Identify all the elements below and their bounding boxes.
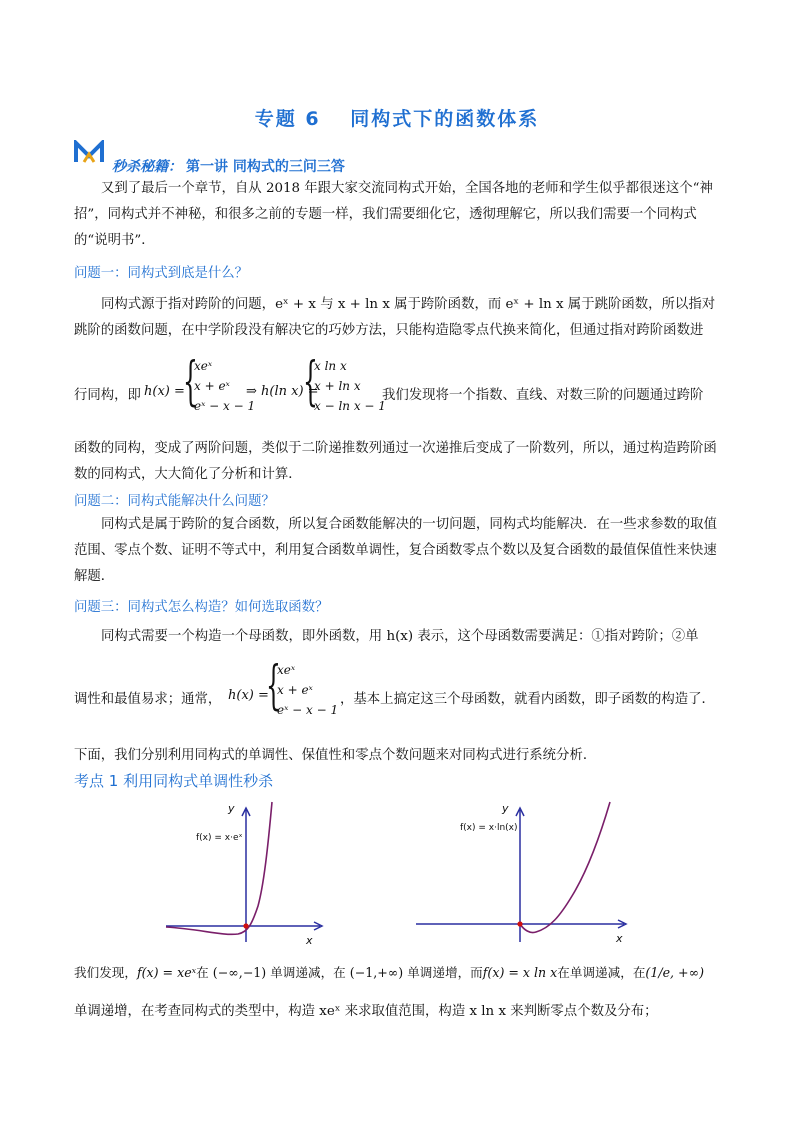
q3-paragraph-3: 下面，我们分别利用同构式的单调性、保值性和零点个数问题来对同构式进行系统分析． bbox=[74, 748, 597, 763]
graph1-y-label: y bbox=[228, 802, 235, 815]
graph1-x-label: x bbox=[306, 934, 313, 946]
q2-paragraph: 同构式是属于跨阶的复合函数，所以复合函数能解决的一切问题，同构式均能解决．在一些求参数的取值范围、零点个数、证明不等式中，利用复合函数单调性，复合函数零点个数以及复合函数的最值保值性来快速解题． bbox=[74, 517, 717, 584]
arrow-hlnx-label: ⇒ h(ln x) = bbox=[246, 384, 319, 399]
logo-icon bbox=[74, 140, 104, 164]
q1-paragraph-3: 函数的同构，变成了两阶问题，类似于二阶递推数列通过一次递推后变成了一阶数列，所以，通过构造跨阶函数的同构式，大大简化了分析和计算． bbox=[74, 441, 717, 482]
graph1-curve bbox=[166, 802, 272, 934]
bottom-p1-c: 在单调递减，在 bbox=[557, 965, 646, 980]
hlnx-case-1: x ln x bbox=[314, 359, 347, 373]
graph2-origin-point bbox=[517, 921, 522, 926]
q3-hx-label: h(x) = bbox=[228, 688, 269, 703]
bottom-p1-a: 我们发现， bbox=[74, 965, 137, 980]
brace-left-2: { bbox=[303, 352, 318, 412]
hx-label: h(x) = bbox=[144, 384, 185, 399]
q1-formula-line-label: 行同构，即 bbox=[74, 388, 141, 403]
q3-paragraph-1: 同构式需要一个构造一个母函数，即外函数，用 h(x) 表示，这个母函数需要满足：①指对跨阶；②单 bbox=[101, 629, 699, 644]
q1-formula-line-end: 我们发现将一个指数、直线、对数三阶的问题通过跨阶 bbox=[382, 388, 704, 403]
hlnx-case-2: x + ln x bbox=[314, 379, 361, 393]
brace-left-1: { bbox=[183, 352, 198, 412]
hx-case-3: eˣ − x − 1 bbox=[194, 399, 256, 413]
bottom-interval: (1/e, +∞) bbox=[645, 965, 705, 980]
page-title: 专题 6 同构式下的函数体系 bbox=[254, 108, 540, 130]
hlnx-cases bbox=[314, 356, 386, 416]
graph1-origin-point bbox=[243, 923, 248, 928]
hlnx-case-3: x − ln x − 1 bbox=[314, 399, 386, 413]
q3-hx-cases bbox=[277, 660, 338, 720]
graph2-x-label: x bbox=[616, 932, 623, 945]
bottom-paragraph-line-1 bbox=[74, 962, 704, 981]
question-2-heading: 问题二：同构式能解决什么问题？ bbox=[74, 494, 275, 509]
bottom-f2: f(x) = x ln x bbox=[482, 965, 558, 980]
q1-paragraph-1: 同构式源于指对跨阶的问题，eˣ + x 与 x + ln x 属于跨阶函数，而 eˣ + ln x 属于跳阶函数，所以指对跳阶的函数问题，在中学阶段没有解决它的巧妙方法，只能构造隐零点代换来简化，但通过指对跨阶函数进 bbox=[74, 297, 716, 338]
hx-case-2: x + eˣ bbox=[194, 379, 230, 393]
intro-paragraph: 又到了最后一个章节，自从 2018 年跟大家交流同构式开始，全国各地的老师和学生似乎都很迷这个“神招”，同构式并不神秘，和很多之前的专题一样，我们需要细化它，透彻理解它，所以我们需要一个同构式的“说明书”． bbox=[74, 181, 713, 248]
subtitle-text: 第一讲 同构式的三问三答 bbox=[186, 159, 345, 175]
graph-xlnx bbox=[410, 796, 630, 946]
q3-hx-case-2: x + eˣ bbox=[277, 683, 313, 697]
graph2-label: f(x) = x·ln(x) bbox=[460, 823, 518, 833]
q3-line-2-start: 调性和最值易求；通常， bbox=[74, 692, 222, 707]
brace-left-3: { bbox=[266, 656, 281, 716]
q3-line-2-end: ，基本上搞定这三个母函数，就看内函数，即子函数的构造了． bbox=[340, 692, 715, 707]
graph2-y-label: y bbox=[502, 802, 509, 815]
question-1-heading: 问题一：同构式到底是什么？ bbox=[74, 266, 249, 281]
q3-hx-case-1: xeˣ bbox=[277, 663, 296, 677]
graph-xex bbox=[160, 796, 330, 946]
q3-hx-case-3: eˣ − x − 1 bbox=[277, 703, 339, 717]
graph1-label: f(x) = x·eˣ bbox=[196, 833, 243, 843]
subtitle-tag: 秒杀秘籍： bbox=[112, 159, 182, 175]
kaodian-heading: 考点 1 利用同构式单调性秒杀 bbox=[74, 772, 274, 790]
bottom-p1-b: 在 (−∞,−1) 单调递减，在 (−1,+∞) 单调递增，而 bbox=[196, 965, 483, 980]
graph2-curve bbox=[520, 802, 610, 933]
hx-case-1: xeˣ bbox=[194, 359, 213, 373]
section-subtitle bbox=[112, 156, 345, 176]
bottom-paragraph-line-2: 单调递增，在考查同构式的类型中，构造 xeˣ 来求取值范围，构造 x ln x 来判断零点个数及分布； bbox=[74, 1004, 658, 1019]
question-3-heading: 问题三：同构式怎么构造？如何选取函数？ bbox=[74, 600, 329, 615]
bottom-f1: f(x) = xeˣ bbox=[136, 965, 197, 980]
